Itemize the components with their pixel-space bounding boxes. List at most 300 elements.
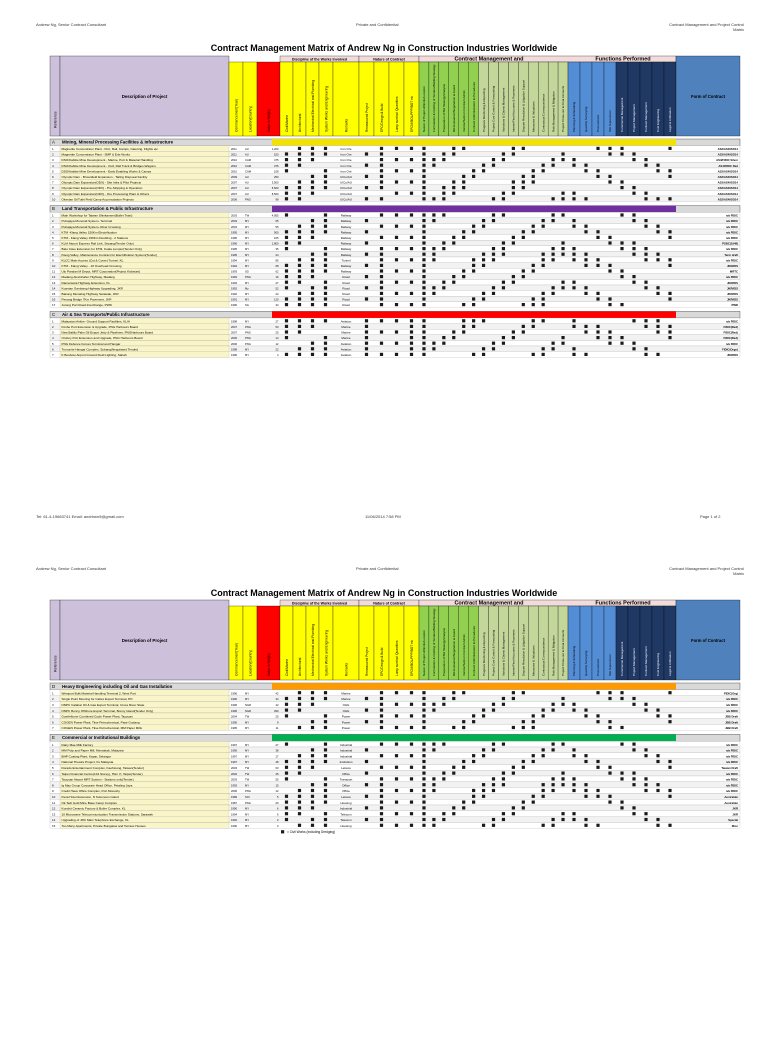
row-description: New Baliilo Palm Oil Export Jetty & Pipelines, PNGHarbours Board <box>61 330 154 335</box>
row-location: My <box>245 287 249 291</box>
cm-mark <box>492 258 495 261</box>
function-mark <box>608 303 611 306</box>
cm-mark <box>422 286 425 289</box>
row-remarks: Iron Ore <box>340 163 352 168</box>
cm-mark <box>472 230 475 233</box>
row-description: Klang Valley- Maintenance Contract for Electrification System(Tender) <box>61 252 158 257</box>
function-mark <box>644 247 647 250</box>
function-mark <box>620 147 623 150</box>
cm-mark <box>422 175 425 178</box>
row-year: 2003 <box>231 225 237 229</box>
discipline-mark <box>285 236 288 239</box>
row-form: AS2/AS4/ISO14 <box>717 147 738 151</box>
function-mark <box>596 236 599 239</box>
nature-mark <box>410 158 413 161</box>
row-year: 1998 <box>231 348 237 352</box>
row-remarks: Power <box>341 714 351 719</box>
cm-mark <box>422 158 425 161</box>
group-functions-label: Functions Performed <box>595 600 651 607</box>
discipline-mark <box>324 347 327 350</box>
cm-mark <box>542 219 545 222</box>
row-value: 27 <box>275 743 279 747</box>
nature-mark <box>380 247 383 250</box>
row-form: PWD <box>731 303 738 308</box>
discipline-mark <box>285 772 288 775</box>
row-number: 3 <box>52 224 54 229</box>
row-value: 22 <box>275 348 279 352</box>
cm-mark <box>482 253 485 256</box>
nature-mark <box>410 269 413 272</box>
hdr-cm-label: Interim/Final Accounts & Payments <box>511 629 516 676</box>
discipline-mark <box>311 703 314 706</box>
cm-mark <box>422 748 425 751</box>
cm-mark <box>422 297 425 300</box>
function-mark <box>632 213 635 216</box>
row-description: Putrajaya Monorail System- Terminal <box>61 219 112 224</box>
cm-mark <box>512 726 515 729</box>
cm-mark <box>442 336 445 339</box>
cm-mark <box>502 152 505 155</box>
function-mark <box>572 783 575 786</box>
discipline-mark <box>311 319 314 322</box>
cm-mark <box>492 743 495 746</box>
row-year: 1995 <box>231 253 237 257</box>
cm-mark <box>552 789 555 792</box>
nature-mark <box>395 766 398 769</box>
cm-mark <box>542 714 545 717</box>
row-number: 5 <box>52 236 54 240</box>
function-mark <box>668 147 671 150</box>
nature-mark <box>395 147 398 150</box>
cm-mark <box>422 236 425 239</box>
cm-mark <box>462 236 465 239</box>
function-mark <box>584 325 587 328</box>
row-form: Special <box>728 818 738 823</box>
row-location: AU <box>245 148 249 151</box>
hdr-func-label: Commercial Management <box>620 641 625 676</box>
function-mark <box>596 292 599 295</box>
function-mark <box>644 347 647 350</box>
hdr-cm-label: Contract Administration & Procedures <box>471 81 476 132</box>
function-mark <box>644 783 647 786</box>
discipline-mark <box>324 225 327 228</box>
function-mark <box>668 760 671 763</box>
nature-mark <box>380 789 383 792</box>
function-mark <box>572 777 575 780</box>
row-value: 5,600 <box>271 187 279 191</box>
cm-mark <box>462 175 465 178</box>
cm-mark <box>522 726 525 729</box>
row-form: FIDIC(Red) <box>723 330 738 335</box>
row-location: MY <box>245 692 250 696</box>
cm-mark <box>532 720 535 723</box>
row-year: 2003 <box>231 778 237 782</box>
row-value: 24 <box>275 293 279 296</box>
nature-mark <box>410 703 413 706</box>
discipline-mark <box>298 325 301 328</box>
discipline-mark <box>311 219 314 222</box>
row-value: 55 <box>275 225 279 229</box>
discipline-mark <box>285 303 288 306</box>
function-mark <box>596 720 599 723</box>
discipline-mark <box>311 697 314 700</box>
cm-mark <box>462 147 465 150</box>
row-number: 4 <box>52 760 54 765</box>
discipline-mark <box>311 783 314 786</box>
discipline-mark <box>298 754 301 757</box>
row-form: PSBC(1948) <box>722 241 738 246</box>
function-mark <box>656 783 659 786</box>
row-remarks: Marine <box>341 336 351 341</box>
row-value: 65 <box>275 220 279 224</box>
discipline-mark <box>324 824 327 827</box>
function-mark <box>596 175 599 178</box>
cm-mark <box>462 275 465 278</box>
nature-mark <box>395 281 398 284</box>
function-mark <box>656 330 659 333</box>
cm-mark <box>532 269 535 272</box>
row-remarks: Telecom <box>340 818 352 823</box>
cm-mark <box>432 743 435 746</box>
cm-mark <box>542 754 545 757</box>
row-year: 1997 <box>231 761 237 765</box>
cm-mark <box>482 292 485 295</box>
cm-mark <box>432 777 435 780</box>
cm-mark <box>502 783 505 786</box>
section-color-bar <box>272 139 676 146</box>
row-location: MY <box>245 242 250 246</box>
row-description: Single Point Mooring for Caltex Export Terminal, PD <box>61 697 133 702</box>
row-form: n/a FIDIC <box>725 341 738 346</box>
discipline-mark <box>298 806 301 809</box>
row-number: 1 <box>52 213 54 218</box>
hdr-cm-label: Vendor/Subcon Contract Admin <box>461 634 466 676</box>
hdr-cm-label: Formulation & Drafting of Tenders/Bidding Strategy <box>432 64 437 132</box>
discipline-mark <box>311 180 314 183</box>
discipline-mark <box>324 213 327 216</box>
cm-mark <box>552 253 555 256</box>
hdr-cm-label: Bid Evaluation/Negotiation & Award <box>451 84 456 132</box>
nature-mark <box>410 325 413 328</box>
function-mark <box>608 175 611 178</box>
hdr-cm-label: Preparation of Bid Strategy/Analysis <box>442 627 447 676</box>
cm-mark <box>542 795 545 798</box>
cm-mark <box>512 147 515 150</box>
function-mark <box>644 818 647 821</box>
row-location: MY <box>245 259 250 263</box>
nature-mark <box>380 303 383 306</box>
cm-mark <box>542 783 545 786</box>
discipline-mark <box>285 286 288 289</box>
cm-mark <box>432 253 435 256</box>
row-description: Olympic Dam Expansion(ODX) - Ore Processing Plant & Others <box>61 191 150 196</box>
cm-mark <box>502 192 505 195</box>
discipline-mark <box>324 783 327 786</box>
function-mark <box>608 180 611 183</box>
hdr-func-label: Cost Engineering <box>656 652 661 676</box>
row-location: PNG <box>245 326 251 329</box>
function-mark <box>632 158 635 161</box>
cm-mark <box>482 709 485 712</box>
row-description: Kieta Hotel Extension, N Solomons Island <box>61 795 119 799</box>
row-form: JBB Draft <box>725 726 738 731</box>
nature-mark <box>380 180 383 183</box>
group-nature-label: Nature of Contract <box>373 601 405 606</box>
hdr-location-label: Location(Country) <box>248 649 253 676</box>
discipline-mark <box>324 697 327 700</box>
row-description: Main Workshop for Taiwan Shinkansen(Bullet Train) <box>61 213 133 218</box>
hdr-cm-label: Nature of Project &Works/Location <box>422 86 427 132</box>
hdr-func-label: Procurement <box>596 114 601 132</box>
row-form: JKR <box>732 812 738 817</box>
hdr-cm-label: Project Close-out & Final Accounts <box>561 85 566 132</box>
cm-mark <box>512 772 515 775</box>
row-description: Batu Cave Extension for KTM, Kuala Lumpur(Tender Only) <box>61 247 142 252</box>
nature-mark <box>380 795 383 798</box>
discipline-mark <box>311 720 314 723</box>
row-remarks: Industrial <box>339 748 353 753</box>
row-year: 2011 <box>231 153 237 157</box>
cm-mark <box>512 281 515 284</box>
cm-mark <box>482 319 485 322</box>
cm-mark <box>502 281 505 284</box>
cm-mark <box>422 219 425 222</box>
cm-mark <box>532 169 535 172</box>
cm-mark <box>492 703 495 706</box>
hdr-nature-label: EPC/Design & Build <box>379 647 384 676</box>
row-year: 1997 <box>231 743 237 747</box>
cm-mark <box>422 213 425 216</box>
row-number: 11 <box>52 800 56 805</box>
section-letter: D <box>52 683 56 689</box>
nature-mark <box>365 772 368 775</box>
hdr-system-label: System Works and Engineering <box>324 629 329 676</box>
cm-mark <box>552 703 555 706</box>
function-mark <box>656 169 659 172</box>
discipline-mark <box>298 709 301 712</box>
row-location: MY <box>245 721 250 725</box>
row-value: 375 <box>274 164 279 168</box>
nature-mark <box>410 801 413 804</box>
discipline-mark <box>298 691 301 694</box>
cm-mark <box>492 247 495 250</box>
cm-mark <box>432 789 435 792</box>
function-mark <box>572 353 575 356</box>
nature-mark <box>365 219 368 222</box>
discipline-mark <box>311 275 314 278</box>
function-mark <box>644 325 647 328</box>
row-remarks: Office <box>342 771 350 776</box>
row-number: 5 <box>52 341 54 346</box>
hdr-func-label: Site Supervision <box>608 654 613 676</box>
discipline-mark <box>324 714 327 717</box>
discipline-mark <box>298 275 301 278</box>
cm-mark <box>422 801 425 804</box>
function-mark <box>668 169 671 172</box>
discipline-mark <box>285 714 288 717</box>
discipline-mark <box>324 336 327 339</box>
nature-mark <box>380 197 383 200</box>
row-remarks: Railway <box>340 264 352 268</box>
function-mark <box>608 342 611 345</box>
row-year: 1990 <box>231 807 237 811</box>
row-description: Westport Bulk Material Handling Terminal 2, West Port <box>61 691 136 696</box>
cm-mark <box>442 281 445 284</box>
function-mark <box>644 197 647 200</box>
function-mark <box>584 760 587 763</box>
function-mark <box>620 726 623 729</box>
row-remarks: Power <box>341 726 351 731</box>
cm-mark <box>422 806 425 809</box>
discipline-mark <box>285 325 288 328</box>
nature-mark <box>365 818 368 821</box>
cm-mark <box>512 236 515 239</box>
nature-mark <box>395 714 398 717</box>
discipline-mark <box>324 169 327 172</box>
cm-mark <box>561 253 564 256</box>
discipline-mark <box>285 812 288 815</box>
nature-mark <box>395 330 398 333</box>
hdr-location-label: Location(Country) <box>248 105 253 132</box>
function-mark <box>668 264 671 267</box>
row-form: n/a FIDIC <box>725 703 738 707</box>
hdr-mech-label: Mechanical Electrical and Plumbing <box>310 623 315 676</box>
cm-mark <box>522 236 525 239</box>
cm-mark <box>542 824 545 827</box>
cm-mark <box>522 766 525 769</box>
cm-mark <box>492 347 495 350</box>
cm-mark <box>422 691 425 694</box>
cm-mark <box>422 812 425 815</box>
discipline-mark <box>311 258 314 261</box>
cm-mark <box>552 748 555 751</box>
row-location: PNG <box>245 331 251 335</box>
row-value: 48 <box>275 761 279 765</box>
row-year: 1992 <box>231 293 237 296</box>
nature-mark <box>365 241 368 244</box>
cm-mark <box>492 164 495 167</box>
discipline-mark <box>324 812 327 815</box>
cm-mark <box>422 192 425 195</box>
nature-mark <box>365 275 368 278</box>
row-value: 34 <box>275 698 279 702</box>
row-remarks: Railway <box>340 241 352 246</box>
row-description: PNG Defence Forces Terminal and Hangar <box>61 341 121 346</box>
cm-mark <box>472 760 475 763</box>
cm-mark <box>542 319 545 322</box>
nature-mark <box>395 691 398 694</box>
cm-mark <box>552 158 555 161</box>
row-number: 6 <box>52 720 54 725</box>
hdr-system-label: System Works and Engineering <box>324 85 329 132</box>
nature-mark <box>410 213 413 216</box>
function-mark <box>584 164 587 167</box>
function-mark <box>584 292 587 295</box>
row-number: 9 <box>52 191 54 196</box>
function-mark <box>596 230 599 233</box>
row-remarks: Leisure <box>341 795 351 799</box>
function-mark <box>596 264 599 267</box>
row-number: 4 <box>52 708 54 713</box>
function-mark <box>656 164 659 167</box>
row-location: MY <box>245 225 250 229</box>
row-form: n/a FIDIC <box>725 224 738 229</box>
function-mark <box>572 748 575 751</box>
row-value: 2 <box>277 819 279 823</box>
function-mark <box>644 754 647 757</box>
discipline-mark <box>298 789 301 792</box>
hdr-func-label: Planning & Scheduling <box>572 645 577 676</box>
function-mark <box>656 258 659 261</box>
discipline-mark <box>324 795 327 798</box>
cm-mark <box>502 703 505 706</box>
row-remarks: U/Cu/AU <box>340 180 352 185</box>
discipline-mark <box>285 766 288 769</box>
nature-mark <box>410 225 413 228</box>
cm-mark <box>442 192 445 195</box>
function-mark <box>656 824 659 827</box>
row-number: 10 <box>52 264 56 268</box>
row-remarks: Road <box>342 292 350 296</box>
discipline-mark <box>311 748 314 751</box>
discipline-mark <box>298 192 301 195</box>
row-description: Kuantan Gambang Highway Upgrading, JKR <box>61 286 123 291</box>
nature-mark <box>365 760 368 763</box>
cm-mark <box>452 186 455 189</box>
function-mark <box>656 230 659 233</box>
row-description: Madang Alexishafen Highway, Madang <box>61 275 115 280</box>
discipline-mark <box>298 297 301 300</box>
row-number: 2 <box>52 697 54 702</box>
row-year: 1995 <box>231 721 237 725</box>
discipline-mark <box>311 264 314 267</box>
cm-mark <box>472 325 475 328</box>
function-mark <box>596 147 599 150</box>
discipline-mark <box>285 795 288 798</box>
discipline-mark <box>298 795 301 798</box>
discipline-mark <box>311 286 314 289</box>
function-mark <box>584 754 587 757</box>
function-mark <box>644 225 647 228</box>
hdr-func-label: Contract Management <box>644 646 649 676</box>
cm-mark <box>552 197 555 200</box>
section-title: Air & Sea Transports/Public Infrastructure <box>62 312 150 317</box>
cm-mark <box>522 186 525 189</box>
group-functions-label: Functions Performed <box>595 56 651 63</box>
nature-mark <box>395 213 398 216</box>
row-description: KLCC Main Access (Cut & Cover) Tunnel, KL <box>61 258 124 263</box>
nature-mark <box>380 812 383 815</box>
row-description: COGEN Power Plant, Tiise Petrochemical, MM Paper Mills <box>61 726 142 731</box>
cm-mark <box>422 330 425 333</box>
discipline-mark <box>298 147 301 150</box>
cm-mark <box>472 714 475 717</box>
cm-mark <box>452 281 455 284</box>
discipline-mark <box>285 760 288 763</box>
row-year: 1996 <box>231 692 237 696</box>
discipline-mark <box>285 247 288 250</box>
group-discipline-label: Discipline of the Works Involved <box>291 57 348 62</box>
discipline-mark <box>324 801 327 804</box>
row-form: Australian <box>724 795 738 799</box>
discipline-mark <box>298 258 301 261</box>
row-form: n/a FIDIC <box>725 219 738 224</box>
cm-mark <box>442 158 445 161</box>
cm-mark <box>422 186 425 189</box>
discipline-mark <box>311 766 314 769</box>
discipline-mark <box>311 236 314 239</box>
cm-mark <box>432 748 435 751</box>
